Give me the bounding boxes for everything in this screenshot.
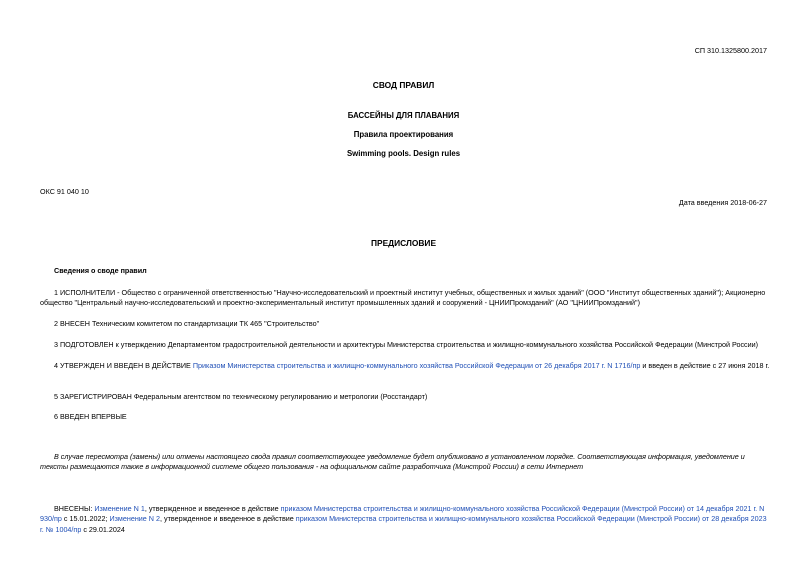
intro-date: Дата введения 2018-06-27 xyxy=(678,198,767,207)
paragraph-introduced: 2 ВНЕСЕН Техническим комитетом по стандартизации ТК 465 "Строительство" xyxy=(54,319,320,328)
paragraph-first-introduced: 6 ВВЕДЕН ВПЕРВЫЕ xyxy=(54,412,127,421)
preface-heading: ПРЕДИСЛОВИЕ xyxy=(370,238,437,248)
paragraph-approved xyxy=(40,361,770,371)
paragraph-amendments xyxy=(40,504,770,535)
revision-note: В случае пересмотра (замены) или отмены настоящего свода правил соответствующее уведомление будет опубликовано в установленном порядке. Соответствующая информация, уведомление и тексты размещаются также в информационной системе общего пользования - на официальном сайте разработчика (Минстрой России) в сети Интернет xyxy=(40,452,745,472)
amendments-label: ВНЕСЕНЫ: xyxy=(54,504,95,513)
code-label: СВОД ПРАВИЛ xyxy=(372,80,435,90)
paragraph-registered: 5 ЗАРЕГИСТРИРОВАН Федеральным агентством по техническому регулированию и метрологии (Росстандарт) xyxy=(54,392,428,401)
change-2-link[interactable]: Изменение N 2 xyxy=(109,514,160,524)
oks-code: ОКС 91 040 10 xyxy=(40,187,89,196)
order-2-link[interactable]: приказом Министерства строительства и жилищно-коммунального хозяйства Российской Федерации (Минстрой России) от 28 декабря 2023 г. № 1004/пр xyxy=(40,514,767,534)
english-title: Swimming pools. Design rules xyxy=(346,149,461,158)
document-subtitle: Правила проектирования xyxy=(353,130,454,139)
order-2-suffix: с 29.01.2024 xyxy=(81,524,125,534)
change-1-link[interactable]: Изменение N 1 xyxy=(94,504,145,513)
paragraph-prepared: 3 ПОДГОТОВЛЕН к утверждению Департаментом градостроительной деятельности и архитектуры Министерства строительства и жилищно-коммунального хозяйства Российской Федерации (Минстрой России) xyxy=(54,340,759,349)
document-number: СП 310.1325800.2017 xyxy=(694,46,767,55)
approved-prefix: 4 УТВЕРЖДЕН И ВВЕДЕН В ДЕЙСТВИЕ xyxy=(54,361,193,370)
approved-suffix: и введен в действие с 27 июня 2018 г. xyxy=(640,361,770,370)
order-1-link[interactable]: приказом Министерства строительства и жилищно-коммунального хозяйства Российской Федерации (Минстрой России) от 14 декабря 2021 г. N 930/пр xyxy=(40,504,765,524)
document-title: БАССЕЙНЫ ДЛЯ ПЛАВАНИЯ xyxy=(347,111,460,120)
paragraph-executors: 1 ИСПОЛНИТЕЛИ - Общество с ограниченной ответственностью "Научно-исследовательский и проектный институт учебных, общественных и жилых зданий" (ООО "Институт общественных зданий"); Акционерно общество "Центральный научно-исследовательский и проектно-экспериментальный институт промышленных зданий и сооружений - ЦНИИПромзданий" (АО "ЦНИИПромзданий") xyxy=(40,288,766,308)
change-1-text: , утвержденное и введенное в действие xyxy=(144,504,281,513)
order-1-suffix: с 15.01.2022; xyxy=(61,514,110,524)
approval-order-link[interactable]: Приказом Министерства строительства и жилищно-коммунального хозяйства Российской Федерации от 26 декабря 2017 г. N 1716/пр xyxy=(192,361,641,370)
preface-subheading: Сведения о своде правил xyxy=(54,266,147,275)
change-2-text: , утвержденное и введенное в действие xyxy=(159,514,296,524)
